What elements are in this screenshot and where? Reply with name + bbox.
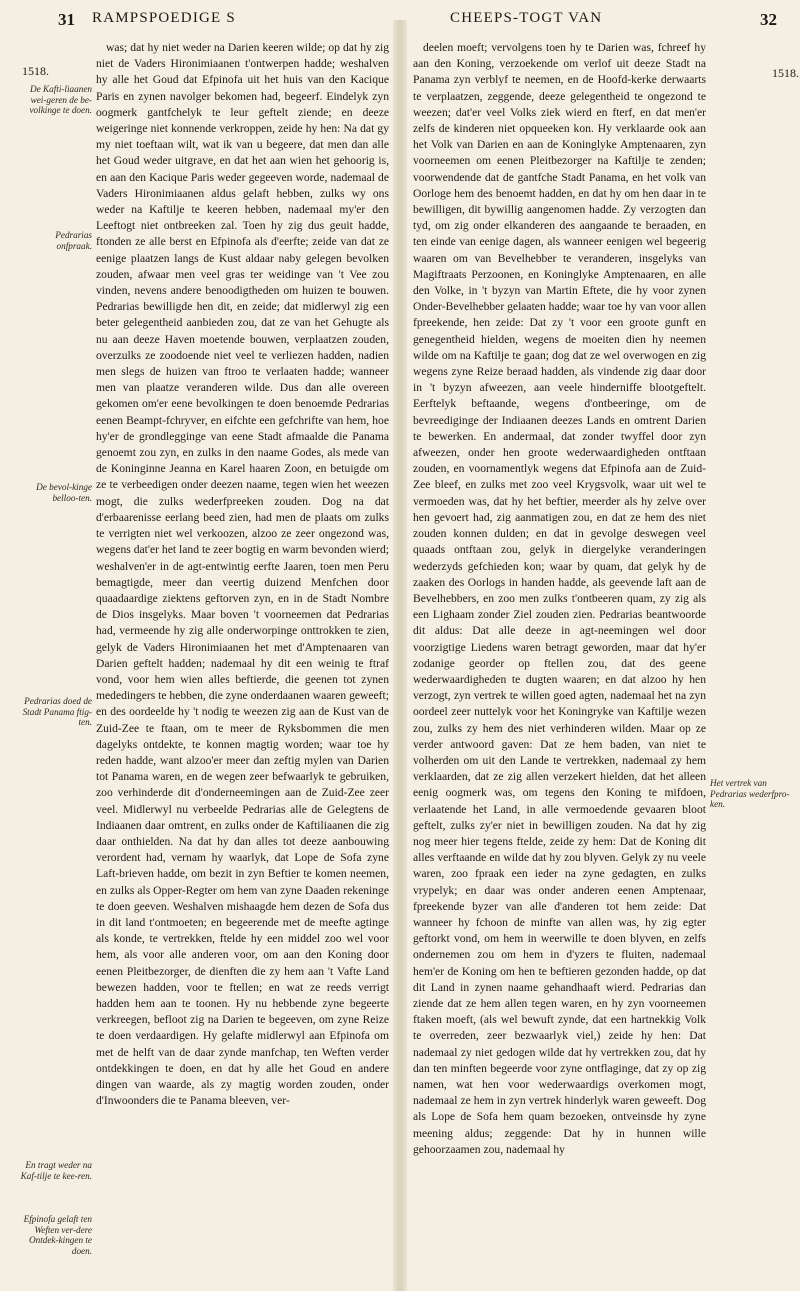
running-title-right: CHEEPS-TOGT VAN [450,10,603,26]
running-title-left: RAMPSPOEDIGE S [92,10,236,26]
margin-note-left: De Kafti-liaanen wei-geren de be-volkinge te doen. [29,84,92,115]
page-number-right: 32 [760,10,777,29]
page-number-left: 31 [58,10,75,29]
book-gutter [393,20,407,1291]
body-text: was; dat hy niet weder na Darien keeren wilde; op dat hy zig niet de Vaders Hironimiaanen t'ontwerpen hadde; weshalven hy alle het Goud dat Efpinofa uit het huis van den Kacique Paris en zynen navolger bekomen had, begeerf. Eindelyk zyn oogmerk gantfchelyk te leur geftelt ziende; en deeze weigeringe niet konnende verkroppen, zeide hy hen: Na dat gy my niet toeftaan wilt, wat ik van u begeere, dat men dan alle het Goud weder uitgrave, en dat het aan wien het gehoorig is, en aan den Kacique Paris weder gegeeven worde, nademaal de Vaders Hironimiaanen aldus gelaft hebben, zulks wy ons weder na Kaftilje te keeren hebben, nademaal my'er den Leeftogt niet ontbreeken zal. Toen hy zig dus geuit hadde, ftonden ze alle berst en Efpinofa als d'eerfte; zeide van dat ze eenige plaatzen langs de Kust aldaar naby gelegen bevolken zouden, afwaar men veel gras ter weidinge van 't Vee zou vinden, nevens andere benoodigtheden om huizen te bouwen. Pedrarias bewilligde hen dit, en zeide; dat midlerwyl zig een beter gelegentheid aanbieden zou, dat ze van het Gehugte als nu aan deeze Haven moetende bouwen, verplaatzen zouden, overzulks ze zoodoende niet veel te verliezen hadden, nadien men slegs de huizen van ftroo te verlaaten hadde; wanneer men van plaatze veranderen wilde. Dus dan alle overeen gekomen om'er eene bevolkingen te doen benoemde Pedrarias eenen Beampt-fchryver, en eifchte een gefchrifte van hem, hoe hy'er de grondlegginge van eene Stadt afmaalde die Panama genoemt zou zyn, en zulks in den naame Godes, als mede van de Koninginne Jeanna en Karel haaren Zoon, en betuigde om ze te verbeedigen onder deezen naame, tegen wien het weezen mogt, die zulks wederfpreeken zouden. Dog na dat d'erbaarenisse eerlang beed zien, had men de plaats om zulks te verrigten niet wel verkoozen, alzoo ze zeer ongezond was, wegens dat'er het land te zeer bogtig en warm bevonden wierd; weshalven'er in de agt-entwintig eerfte Jaaren, toen men Peru bemagtigde, meer dan veertig duizend Menfchen door quaadaardige ziektens geftorven zyn, en in de Stadt Nombre de Dios insgelyks. Maar boven 't voorneemen dat Pedrarias had, vermeende hy zig alle onderworpinge onttrokken te zien, gelyk de Vaders Hironimiaanen het met d'Amptenaaren van Darien geftelt hadden; nademaal hy dit een weinig te ftraf vond, voor hem wien alles beftierde, die geenen tot zynen mededingers te hebben, die zyne onderdaanen waaren geweeft; en des oordeelde hy 't nodig te weezen zig aan de Kust van de Zuid-Zee te ftaan, om te meer de Ryksbommen die men dagelyks ontdekte, te konnen magtig worden; waar toe hy reden hadde, want alzoo'er meer dan zeftig mylen van Darien tot Panama waren, en de wegen zeer befwaarlyk te gebruiken, zoo verhinderde dit d'onderneemingen aan de Zuid-Zee zeer veel. Midlerwyl nu verbeelde Pedrarias alle de Gelegtens de Indiaanen daar omtrent, en zulks onder de Kaftiliaanen die zig daar onthielden. Na dat hy dan alles tot deeze aanbouwing verordent had, vernam hy waarlyk, dat Lope de Sofa zyne Laft-brieven hadde, om bezit in zyn Beftier te komen neemen, en zulks als Opper-Regter om hem van zyne Daaden rekeninge te doen geeven. Weshalven mishaagde hem dezen de Sofa dus in dit land t'ontmoeten; en begeerende met de meefte agtinge als konde, te vertrekken, ftelde hy een middel zoo wel voor hem, als voor alle anderen voor, om aan den Koning door eenen Pleitbezorger, de dienften die zy hem aan 't Vafte Land bewezen hadden, voor te ftellen; en wat ze reeds verrigt hadden hem aan te toonen. Hy nu hebbende zyne begeerte verkreegen, befloot zig na Darien te begeeven, om zyne Reize te doen verdaardigen. Hy gelafte midlerwyl aan Efpinofa om met de helft van de daar zynde manfchap, ten Weften verder ontdekkingen te doen, en dat hy alle het Goud en andere dingen van waarde, als zy magtig worden zouden, onder d'Inwoonders die te Panama bleeven, ver- [96,41,389,1108]
margin-note-left: Pedrarias doed de Stadt Panama ftig-ten. [22,696,92,727]
text-column-left [96,40,389,1280]
text-column-right [413,40,706,1280]
year-signature-left: 1518. [22,64,49,78]
margin-note-left: De bevol-kinge belloo-ten. [36,482,92,503]
margin-note-left: Efpinofa gelaft ten Weften ver-dere Ontdek-kingen te doen. [23,1214,92,1256]
margin-note-left: En tragt weder na Kaf-tilje te kee-ren. [20,1160,92,1181]
margin-note-left: Pedrarias onfpraak. [55,230,92,251]
margin-note-right: Het vertrek van Pedrarias wederfpro-ken. [710,778,790,809]
body-text: deelen moeft; vervolgens toen hy te Darien was, fchreef hy aan den Koning, verzoekende om verlof uit deeze Stadt na Panama zyn verblyf te neemen, en de Hoofd-kerke derwaarts te verplaatzen, zeggende, deeze gelegentheid te ongezond te weezen; dat'er veel Volks ziek wierd en fterf, en dat men'er zelfs de kinderen niet opqueeken kon. Hy verklaarde ook aan het Volk van Darien en aan de Koninglyke Amptenaaren, zyn voorneemen om eenen Pleitbezorger na Kaftilje te zenden; voorwendende dat de gantfche Stadt Panama, en het volk van Oorloge hem des benoemt hadden, en dat hy om hen daar in te bewilligen, dit bywillig aangenomen hadde. Zy verzogten dan tyd, om zig onder elkanderen des aangaande te beraaden, en ten einde van eenige dagen, als wanneer eenigen wel begeerig waaren om van Bevelhebber te veranderen, insgelyks van Magiftraats Perzoonen, en Koninglyke Amptenaaren, en alle den Volke, in 't byzyn van Martin Eftete, die hy voor zynen Onder-Bevelhebber gelaaten hadde; waar toe hy van voor allen fpreekende, hen zeide: Dat zy 't voor een groote gunft en genegentheid hielden, wegens de moeiten dien hy neemen wilde om na Kaftilje te gaan; dog dat ze wel overwogen en zig wegens zyne Reize beraad hadden, als vindende zig daar door in 't byzyn afweezen, aan veele hinderniffe blootgeftelt. Eerftelyk beftaande, wegens d'ontbeeringe, om de bevreediginge der Indiaanen deezes Lands en omtrent Darien te bewerken. En andermaal, dat zonder twyffel door zyn afweezen, onder hen groote wederwaardigheden ontftaan zouden, en voornamentlyk wegens dat Efpinofa aan de Zuid-Zee bleef, en zulks met zoo veel Krygsvolk, waar uit wel te vermoeden was, dat hy het beftier, meerder als hy zelve over hen gevoert had, zig aanmatigen zou, en dat ze hem des niet zouden konnen dulden; en dat in gevolge deswegen veel quaads ontftaan zou, gelyk in diergelyke veranderingen wederzyds gefchieden kon; waar by quam, dat gelyk hy de zaaken des Oorlogs in handen hadde, als geevende laft aan de Bevelhebbers, en zoo men zulks t'ontbeeren quam, zy zig als een Lighaam zonder Ziel zouden zien. Pedrarias beantwoorde dit aldus: Dat alle deeze in agt-neemingen wel door voorzigtige Liedens waren betragt geworden, maar dat hy'er zodanige georder op ftellen zou, dat des geene wederwaardigheden te dugten waaren; en dat alzoo hy hen verzogt, zyn vertrek te willen goed agten, nademaal het na zyn oordeel zeer nuttelyk voor het Koningryke van Kaftilje wezen zou, zulks zy hem des niet verhinderen wilden. Maar op ze verder antwoord gaven: Dat ze hem baden, van niet te volherden om uit den Lande te vertrekken, nademaal zy hem verklaarden, dat ze zig allen verzekert hielden, dat het alleen eenig oogmerk was, om tegens den Koning te mifdoen, verlaatende het Land, in alle vermoedende gevaaren bloot geftelt, zulks zy'er niet in bewilligen zouden. Na dat hy zig nog meer hier tegens ftelde, zeide zy hem: Dat de Koning dit alles verftaande en wilde dat hy zou blyven. Gelyk zy nu veele waren, zoo fpraak een ieder na zyne gedagten, en zulks vrypelyk; en daar was onder anderen eenen Amptenaar, fpreekende byzer van alle d'anderen tot hem zeide: Dat wanneer hy fchoon de minfte van allen was, hy zig egter geftorkt vond, om hem in weerwille te doen blyven, en zelfs ondernemen zou om hem in d'yzers te fluiten, nademaal hem'er de Koning om hen te beftieren gezonden hadde, op dat dit Land in zynen naame gehandhaaft wierd. Pedrarias dan ziende dat ze hem allen tegen waren, en hy zyn voorneemen ftaken moeft, (als wel bewuft zynde, dat een hartnekkig Volk te overreden, zeer bezwaarlyk viel,) zeide hy hen: Dat nademaal zy niet gedogen wilde dat hy vertrekken zou, dat hy dan ten minften begeerde voor zyne ontflaginge, dat zy op zig namen, wat hen voor wederwaardigs overkomen mogt, nademaal ze hem in zyn vertrek hinderlyk waren geweeft. Dog als Lope de Sofa hem quam bezoeken, ontveinsde hy zyne meening aldus; zeggende: Dat hy in hunnen wille gehoorzaamen zou, nademaal hy [413,41,706,1156]
year-signature-right: 1518. [772,66,799,80]
